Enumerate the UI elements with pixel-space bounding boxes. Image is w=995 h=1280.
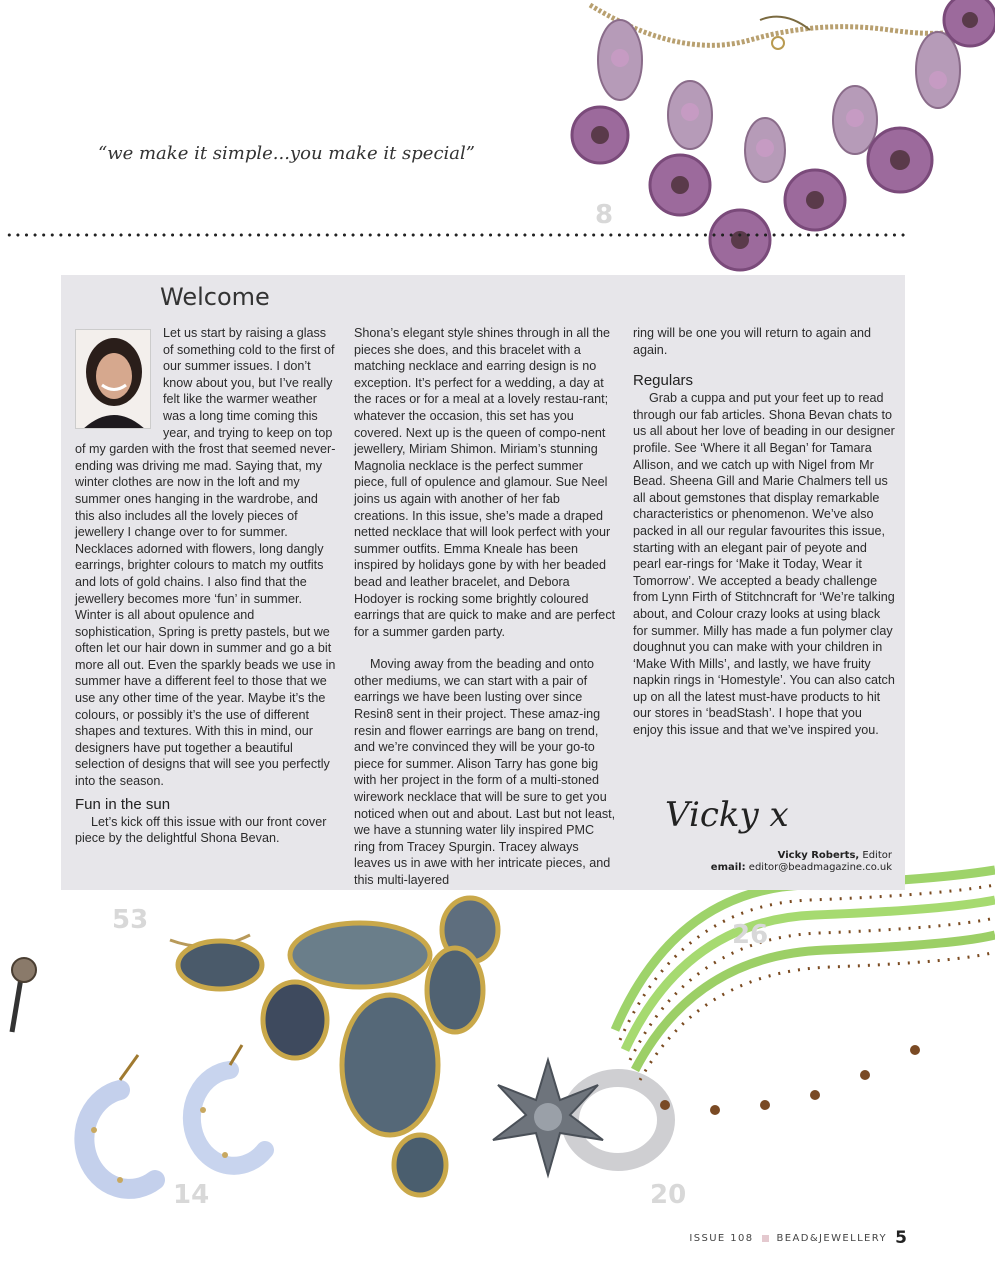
page-ref-labradorite: 53 <box>112 905 149 935</box>
column-2-paragraph-2: Moving away from the beading and onto other mediums, we can start with a pair of earrings we have been lusting over since Resin8 sent in their project. These amaz-ing resin and flower earrings are bang on trend, and we’re convinced they will be your go-to piece for summer. Alison Tarry has gone big with her project in the form of a multi-stoned wirework necklace that will be sure to get you noticed when out and about. Last but not least, we have a stunning water lily inspired PMC ring from Tracey Spurgin. Tracey always leaves us in awe with her intricate pieces, and this multi-layered <box>354 657 616 887</box>
column-1 <box>75 325 337 847</box>
email-label: email: <box>710 862 746 873</box>
beaded-bead-bracelet-photo <box>0 952 45 1037</box>
page-title: Welcome <box>160 283 270 311</box>
editor-portrait-image <box>76 330 151 429</box>
editor-email-link[interactable]: editor@beadmagazine.co.uk <box>748 862 892 873</box>
page-ref-necklace: 8 <box>595 200 614 230</box>
dotted-divider <box>5 233 910 237</box>
beaded-necklace-photo <box>560 0 995 310</box>
editor-name: Vicky Roberts, <box>777 850 860 861</box>
column-2 <box>354 325 616 889</box>
regulars-paragraph: Grab a cuppa and put your feet up to read through our fab articles. Shona Bevan chats to us all about her love of beading in our designer profile. See ‘Where it all Began’ for Tamara Allison, and we catch up with Nigel from Mr Bead. Sheena Gill and Marie Chalmers tell us all about gemstones that display remarkable characteristics or phenomenon. We’ve also packed in all our regular favourites this issue, starting with an elegant pair of peyote and pearl ear-rings for ‘Make it Today, Wear it Tomorrow’. We accepted a beady challenge from Lynn Firth of Stitchncraft for ‘We’re talking about, and Colour crazy looks at using black for summer. Milly has made a fun polymer clay doughnut you can make with your children in ‘Make With Mills’, and lastly, we have fruity napkin rings in ‘Homestyle’. You can also catch up on all the latest must-have products to hit our stores in ‘beadStash’. I hope that you enjoy this issue and that we’ve inspired you. <box>633 391 895 738</box>
editor-credit <box>711 850 892 874</box>
intro-paragraph: Let us start by raising a glass of something cold to the first of our summer issues. I don’t know about you, but I’ve really felt like the warmer weather was a long time coming this year, and trying to keep on top of my garden with the frost that seemed never-ending was driving me mad. Saying that, my winter clothes are now in the loft and my summer ones hanging in the wardrobe, and this also includes all the lovely pieces of jewellery I change over to for summer. Necklaces adorned with flowers, long dangly earrings, brighter colours to match my outfits and lots of gold chains. I also find that the jewellery becomes more ‘fun’ in summer. Winter is all about opulence and sophistication, Spring is pretty pastels, but we often let our hair down in summer and go a bit more all out. Even the sparkly beads we use in summer have a different feel to those that we use any other time of the year. Maybe it’s the colours, or possibly it’s the use of different shapes and textures. With this in mind, our designers have put together a beautiful selection of designs that will see you perfectly into the season. <box>75 326 336 789</box>
page-ref-ring: 20 <box>650 1180 687 1210</box>
column-3 <box>633 325 895 739</box>
column-2-paragraph-1: Shona’s elegant style shines through in all the pieces she does, and this bracelet with a matching necklace and earring design is no exception. It’s perfect for a wedding, a day at the races or for a meal at a lovely restau-rant; whatever the occasion, this set has you covered. Next up is the queen of compo-nent jewellery, Miriam Shimon. Miriam’s stunning Magnolia necklace is the perfect summer piece, full of opulence and glamour. Sue Neel joins us again with another of her fab creations. In this issue, she’s made a draped netted necklace that will look perfect with your summer outfits. Emma Kneale has been inspired by holidays gone by with her beaded bead and leather bracelet, and Debora Hodoyer is rocking some brightly coloured earrings that are quick to make and are perfect for a summer garden party. <box>354 326 616 639</box>
fun-paragraph: Let’s kick off this issue with our front cover piece by the delightful Shona Bevan. <box>75 814 327 846</box>
section-heading-fun-in-the-sun: Fun in the sun <box>75 795 171 813</box>
page-ref-earrings: 14 <box>173 1180 210 1210</box>
page-number: 5 <box>895 1228 907 1248</box>
separator-square <box>762 1235 769 1242</box>
section-heading-regulars: Regulars <box>633 372 694 390</box>
editor-role: Editor <box>862 850 892 861</box>
column-3-paragraph-1: ring will be one you will return to again and again. <box>633 326 872 357</box>
tagline: “we make it simple...you make it special” <box>98 143 475 164</box>
page-ref-green-necklace: 26 <box>732 920 769 950</box>
green-netted-necklace-photo <box>605 860 995 1140</box>
editor-portrait <box>75 329 151 429</box>
issue-number: ISSUE 108 <box>689 1233 754 1244</box>
editor-signature: Vicky x <box>665 795 789 835</box>
footer-bar <box>689 1233 887 1244</box>
magazine-name: BEAD&JEWELLERY <box>776 1233 887 1244</box>
